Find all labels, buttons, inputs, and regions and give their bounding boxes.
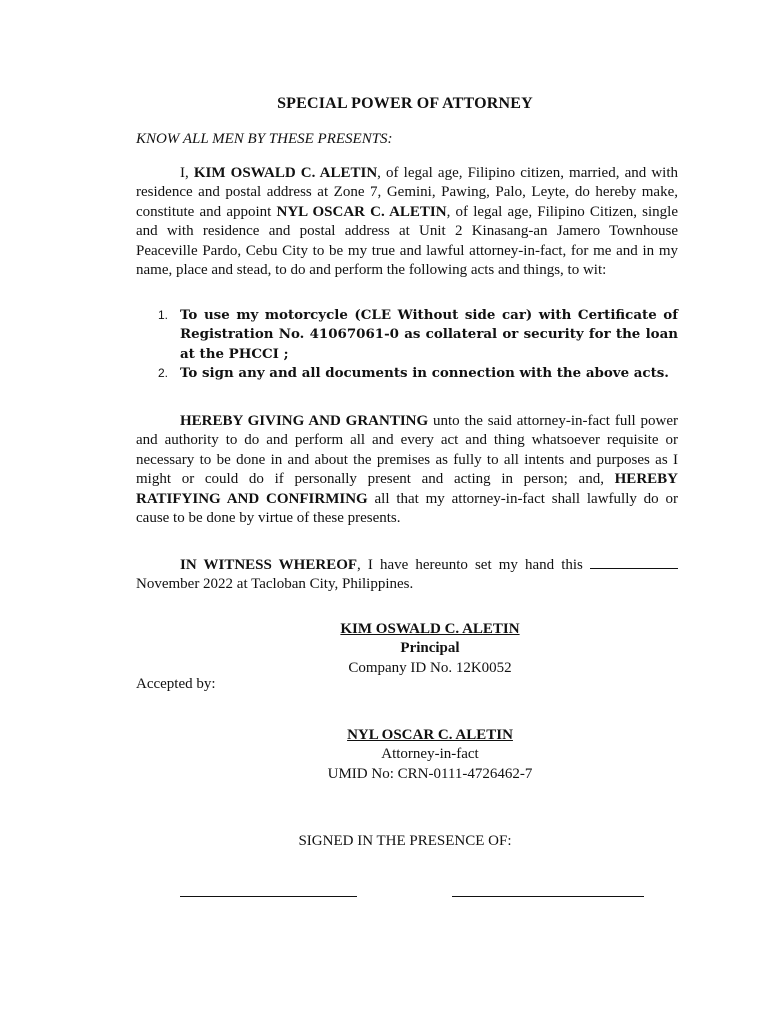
p2-text-2: all that my attorney-in-fact shall lawfully do or cause to be done by virtue of these presents. — [136, 490, 679, 527]
granting-paragraph — [136, 412, 678, 528]
document-title: SPECIAL POWER OF ATTORNEY — [277, 95, 533, 112]
principal-role: Principal — [400, 640, 460, 657]
p2-text-1: unto the said attorney-in-fact full power and authority to do and perform all and every act and thing whatsoever requisite or necessary to be done in and about the premises as fully to all intents and purposes as I might or could do if personally present and acting in person; and, — [136, 413, 678, 488]
principal-name: KIM OSWALD C. ALETIN — [340, 621, 520, 637]
intro-line: KNOW ALL MEN BY THESE PRESENTS: — [136, 131, 393, 147]
attorney-role: Attorney-in-fact — [381, 746, 479, 763]
list-item-number: 2. — [158, 366, 169, 381]
list-item — [136, 306, 678, 364]
appointment-paragraph — [136, 164, 678, 280]
list-item-text: To use my motorcycle (CLE Without side car) with Certificate of Registration No. 41067061-0 as collateral or security for the loan at the PHCCI ; — [180, 307, 678, 362]
principal-signature-block — [0, 620, 768, 678]
ratifying-bold: HEREBY RATIFYING AND CONFIRMING — [136, 471, 678, 507]
attorney-name-inline: NYL OSCAR C. ALETIN — [276, 203, 447, 220]
p3-text-1: , I have hereunto set my hand this — [357, 557, 590, 573]
date-blank-line — [590, 554, 678, 569]
p1-text-0: I, — [180, 165, 194, 181]
witness-paragraph — [136, 554, 678, 595]
list-item-number: 1. — [158, 308, 169, 322]
attorney-name: NYL OSCAR C. ALETIN — [347, 727, 513, 743]
list-item — [136, 364, 678, 383]
attorney-signature-block — [0, 726, 768, 784]
accepted-by-label: Accepted by: — [136, 676, 216, 692]
witness-signature-line-left — [180, 896, 357, 897]
granting-bold: HEREBY GIVING AND GRANTING — [180, 413, 429, 429]
witness-signature-line-right — [452, 896, 644, 897]
acts-list — [136, 306, 678, 384]
list-item-text: To sign any and all documents in connection with the above acts. — [180, 365, 669, 382]
p3-text-2: November 2022 at Tacloban City, Philippines. — [136, 576, 414, 593]
principal-name-inline: KIM OSWALD C. ALETIN — [193, 165, 378, 181]
principal-id: Company ID No. 12K0052 — [348, 659, 512, 676]
attorney-id: UMID No: CRN-0111-4726462-7 — [327, 765, 533, 782]
witness-bold: IN WITNESS WHEREOF — [180, 557, 358, 573]
signed-presence-label: SIGNED IN THE PRESENCE OF: — [298, 833, 512, 849]
p1-text-1: , of legal age, Filipino citizen, married, and with residence and postal address at Zone 7, Gemini, Pawing, Palo, Leyte, do hereby make, constitute and appoint — [136, 165, 679, 220]
p1-text-2: , of legal age, Filipino Citizen, single and with residence and postal address at Unit 2 Kinasang-an Jamero Townhouse Peaceville Pardo, Cebu City to be my true and lawful attorney-in-fact, for me and in my name, place and stead, to do and perform the following acts and things, to wit: — [136, 203, 678, 279]
